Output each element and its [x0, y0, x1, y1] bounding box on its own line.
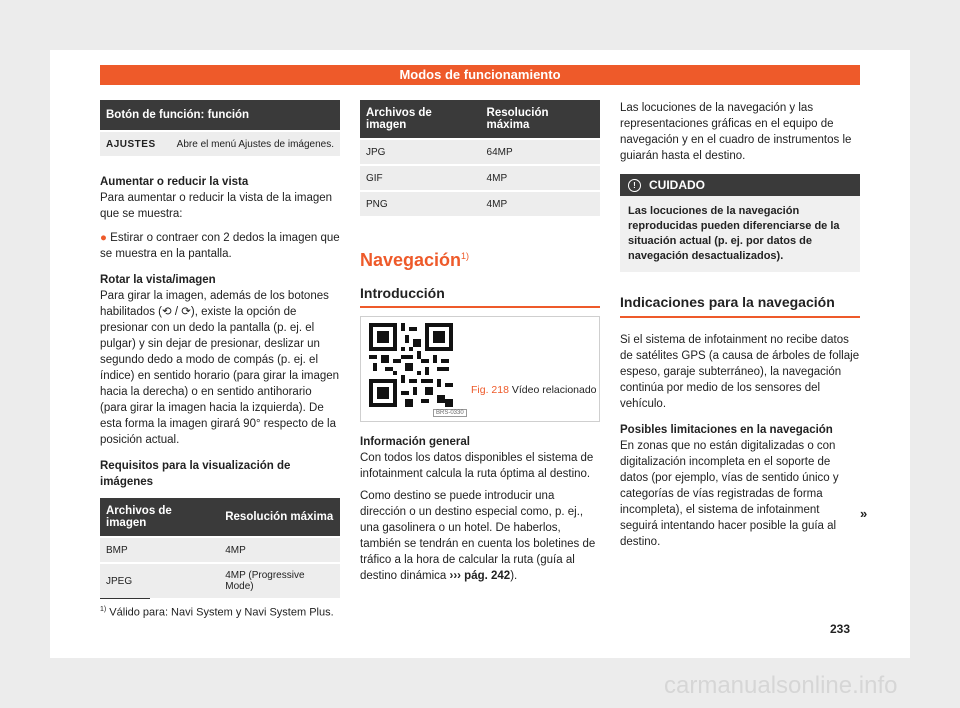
- limits-heading: Posibles limitaciones en la navegación: [620, 424, 833, 436]
- table-row: [100, 537, 340, 563]
- image-format-table-2: [360, 100, 600, 216]
- caution-title: CUIDADO: [649, 178, 705, 192]
- footnote-ref[interactable]: 1): [461, 251, 470, 261]
- caution-box: [620, 174, 860, 272]
- table-cell: 4MP: [481, 191, 600, 216]
- table-row: [360, 165, 600, 191]
- rotate-right-icon: ⟳: [181, 306, 191, 318]
- zoom-heading: Aumentar o reducir la vista: [100, 176, 249, 188]
- zoom-bullet: [100, 230, 340, 262]
- page-number: 233: [830, 622, 851, 636]
- caution-text: Las locuciones de la navegación reproducidas pueden diferenciarse de la situación actual (p. ej. por datos de navegación desactualizados).: [628, 205, 840, 262]
- table-row: [360, 191, 600, 216]
- zoom-text: Para aumentar o reducir la vista de la imagen que se muestra:: [100, 192, 333, 220]
- figure-caption-text: Vídeo relacionado: [511, 384, 597, 396]
- rotate-separator: /: [171, 306, 182, 318]
- table-cell: Abre el menú Ajustes de imágenes.: [164, 131, 340, 156]
- table-header: Resolución máxima: [219, 498, 340, 537]
- continue-mark: »: [860, 506, 868, 521]
- qr-code-icon[interactable]: [369, 323, 453, 407]
- bullet-text: Estirar o contraer con 2 dedos la imagen que se muestra en la pantalla.: [100, 232, 340, 260]
- rotate-heading: Rotar la vista/imagen: [100, 274, 216, 286]
- navigation-title: [360, 250, 600, 271]
- info-circle-icon: !: [628, 179, 641, 192]
- table-cell: JPG: [360, 139, 481, 165]
- table-cell: 64MP: [481, 139, 600, 165]
- table-cell: JPEG: [100, 563, 219, 598]
- column-left: [100, 100, 340, 598]
- figure-id: BRS-0330: [433, 409, 467, 417]
- section-header: Modos de funcionamiento: [100, 65, 860, 85]
- info-text: Como destino se puede introducir una dirección o un destino especial como, p. ej., una gasolinera o un hotel. De haberlos, también se tendrán en cuenta los boletines de tráfico a la hora de calcular la ruta (guía al destino dinámica: [360, 490, 596, 582]
- rotate-text: [100, 288, 340, 448]
- caution-header: [620, 174, 860, 196]
- page-reference-link[interactable]: ››› pág. 242: [449, 570, 511, 582]
- section-title: Indicaciones para la navegación: [620, 294, 860, 318]
- table-cell: PNG: [360, 191, 481, 216]
- info-heading: Información general: [360, 436, 470, 448]
- figure-caption: [471, 383, 597, 397]
- table-cell: 4MP (Progressive Mode): [219, 563, 340, 598]
- table-row: [360, 139, 600, 165]
- footnote-mark: 1): [100, 606, 107, 613]
- column-right: [620, 100, 860, 550]
- voice-paragraph: Las locuciones de la navegación y las representaciones gráficas en el equipo de navegación y en el cuadro de instrumentos le guiarán hasta el destino.: [620, 102, 852, 162]
- figure-number: Fig. 218: [471, 384, 509, 396]
- bullet-icon: ●: [100, 232, 111, 244]
- table-row: [100, 563, 340, 598]
- table-cell: GIF: [360, 165, 481, 191]
- table-cell: 4MP: [481, 165, 600, 191]
- gps-paragraph: Si el sistema de infotainment no recibe datos de satélites GPS (a causa de árboles de follaje espeso, garaje subterráneo), la navegación continúa por medio de los sensores del vehículo.: [620, 334, 860, 410]
- column-middle: [360, 100, 600, 584]
- figure-box: [360, 316, 600, 422]
- function-button-table: [100, 100, 340, 156]
- table-header: Botón de función: función: [100, 100, 340, 131]
- info-paragraph-2: [360, 488, 600, 584]
- info-text-end: ).: [510, 570, 518, 582]
- table-header: Resolución máxima: [481, 100, 600, 139]
- footnote-divider: [100, 598, 150, 599]
- table-header: Archivos de imagen: [100, 498, 219, 537]
- table-cell: AJUSTES: [100, 131, 164, 156]
- table-row: [100, 131, 340, 156]
- table-cell: BMP: [100, 537, 219, 563]
- rotate-text-a: Para girar la imagen, además de los botones habilitados (: [100, 290, 329, 318]
- table-header: Archivos de imagen: [360, 100, 481, 139]
- image-format-table-1: [100, 498, 340, 598]
- rotate-left-icon: ⟲: [162, 306, 172, 318]
- intro-title: Introducción: [360, 285, 600, 308]
- footnote: [100, 606, 334, 619]
- footnote-text: Válido para: Navi System y Navi System Plus.: [109, 606, 334, 619]
- info-paragraph-1: Con todos los datos disponibles el sistema de infotainment calcula la ruta óptima al destino.: [360, 452, 594, 480]
- watermark: carmanualsonline.info: [664, 672, 898, 699]
- rotate-text-b: ), existe la opción de presionar con un dedo la pantalla (p. ej. el pulgar) y sin dejar de presionar, deslizar un segundo dedo a modo de compás (p. ej. el índice) en sentido horario (para girar la imagen hacia la derecha) o en sentido antihorario (para girar la imagen hacia la izquierda). De esta forma la imagen girará 90° respecto de la posición actual.: [100, 306, 340, 446]
- nav-title-text: Navegación: [360, 250, 462, 270]
- requirements-heading: Requisitos para la visualización de imágenes: [100, 460, 291, 488]
- limits-paragraph: En zonas que no están digitalizadas o con digitalización incompleta en el soporte de datos (por ejemplo, vías de sentido único y categorías de vías registradas de forma incompleta), el sistema de infotainment seguirá intentando hacer posible la guía al destino.: [620, 440, 839, 548]
- table-cell: 4MP: [219, 537, 340, 563]
